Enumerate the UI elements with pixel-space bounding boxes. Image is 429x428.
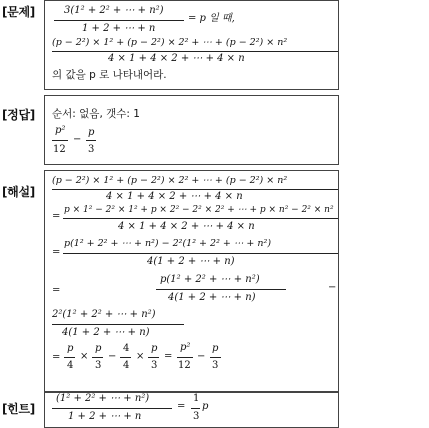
solution-step6-d-denominator: 3 — [151, 360, 158, 371]
solution-step6-c-denominator: 4 — [123, 360, 130, 371]
solution-step6-e-denominator: 12 — [178, 360, 191, 371]
solution-step4-equals: = — [52, 285, 61, 296]
solution-step2-bar — [63, 218, 338, 219]
hint-frac-denominator: 3 — [193, 411, 200, 422]
problem-frac2-numerator: (p − 2²) × 1² + (p − 2²) × 2² + ⋯ + (p − 2²) × n² — [52, 37, 288, 48]
hint-bar — [52, 408, 172, 409]
solution-step6-e-bar — [177, 357, 193, 358]
hint-p: p — [202, 401, 209, 412]
problem-frac1-bar — [54, 20, 184, 21]
solution-step6-equals2: = — [164, 351, 173, 362]
solution-step6-minus2: − — [197, 351, 206, 362]
solution-step4-bar — [156, 289, 286, 290]
solution-step6-times2: × — [136, 351, 145, 362]
hint-frac-numerator: 1 — [193, 393, 200, 404]
solution-step6-f-bar — [210, 357, 221, 358]
solution-step2-equals: = — [52, 211, 61, 222]
solution-step6-minus1: − — [108, 351, 117, 362]
label-problem: [문제] — [2, 5, 35, 19]
hint-equals: = — [177, 401, 186, 412]
solution-step6-equals: = — [52, 352, 61, 363]
solution-step6-c-numerator: 4 — [123, 343, 130, 354]
solution-step6-d-numerator: p — [151, 343, 158, 354]
solution-step1-bar — [52, 189, 338, 190]
label-hint: [힌트] — [2, 402, 35, 416]
hint-denominator: 1 + 2 + ⋯ + n — [68, 411, 142, 422]
problem-frac1-denominator: 1 + 2 + ⋯ + n — [82, 23, 156, 34]
solution-step6-e-numerator: p² — [180, 342, 191, 353]
solution-step1-denominator: 4 × 1 + 4 × 2 + ⋯ + 4 × n — [106, 191, 243, 202]
solution-step5-bar — [52, 324, 184, 325]
hint-frac-bar — [191, 408, 200, 409]
solution-step6-f-numerator: p — [212, 343, 219, 354]
answer-order-count: 순서: 없음, 갯수: 1 — [52, 108, 140, 120]
solution-step2-denominator: 4 × 1 + 4 × 2 + ⋯ + 4 × n — [118, 221, 255, 232]
solution-step6-b-bar — [92, 357, 103, 358]
solution-step3-bar — [63, 253, 338, 254]
problem-frac1-tail: = p 일 때, — [188, 13, 235, 24]
solution-step4-numerator: p(1² + 2² + ⋯ + n²) — [160, 274, 260, 285]
solution-step4-denominator: 4(1 + 2 + ⋯ + n) — [168, 292, 256, 303]
solution-step5-numerator: 2²(1² + 2² + ⋯ + n²) — [52, 309, 156, 320]
solution-step3-equals: = — [52, 247, 61, 258]
solution-step6-d-bar — [148, 357, 159, 358]
solution-step6-a-denominator: 4 — [67, 360, 74, 371]
label-solution: [해설] — [2, 185, 35, 199]
answer-frac1-denominator: 12 — [53, 144, 66, 155]
solution-step5-denominator: 4(1 + 2 + ⋯ + n) — [62, 327, 150, 338]
problem-frac1-numerator: 3(1² + 2² + ⋯ + n²) — [64, 5, 164, 16]
solution-step1-numerator: (p − 2²) × 1² + (p − 2²) × 2² + ⋯ + (p − 2²) × n² — [52, 175, 288, 186]
solution-step2-numerator: p × 1² − 2² × 1² + p × 2² − 2² × 2² + ⋯ + p × n² − 2² × n² — [64, 205, 334, 215]
answer-frac1-bar — [52, 140, 68, 141]
solution-step6-b-denominator: 3 — [95, 360, 102, 371]
solution-step3-denominator: 4(1 + 2 + ⋯ + n) — [147, 256, 235, 267]
answer-frac2-numerator: p — [88, 127, 95, 138]
label-answer: [정답] — [2, 108, 35, 122]
problem-text-line3: 의 값을 p 로 나타내어라. — [52, 69, 167, 81]
problem-frac2-denominator: 4 × 1 + 4 × 2 + ⋯ + 4 × n — [108, 53, 245, 64]
solution-step6-b-numerator: p — [95, 343, 102, 354]
solution-step6-c-bar — [120, 357, 131, 358]
solution-step6-f-denominator: 3 — [212, 360, 219, 371]
answer-frac1-numerator: p² — [55, 125, 66, 136]
hint-numerator: (1² + 2² + ⋯ + n²) — [56, 393, 150, 404]
answer-frac2-bar — [86, 140, 96, 141]
solution-step6-a-numerator: p — [67, 343, 74, 354]
problem-frac2-bar — [52, 51, 338, 52]
solution-step3-numerator: p(1² + 2² + ⋯ + n²) − 2²(1² + 2² + ⋯ + n²) — [64, 238, 272, 249]
answer-minus: − — [73, 134, 82, 145]
solution-step6-a-bar — [64, 357, 75, 358]
solution-step6-times1: × — [80, 351, 89, 362]
solution-step4-minus: − — [328, 282, 337, 293]
answer-frac2-denominator: 3 — [88, 144, 95, 155]
